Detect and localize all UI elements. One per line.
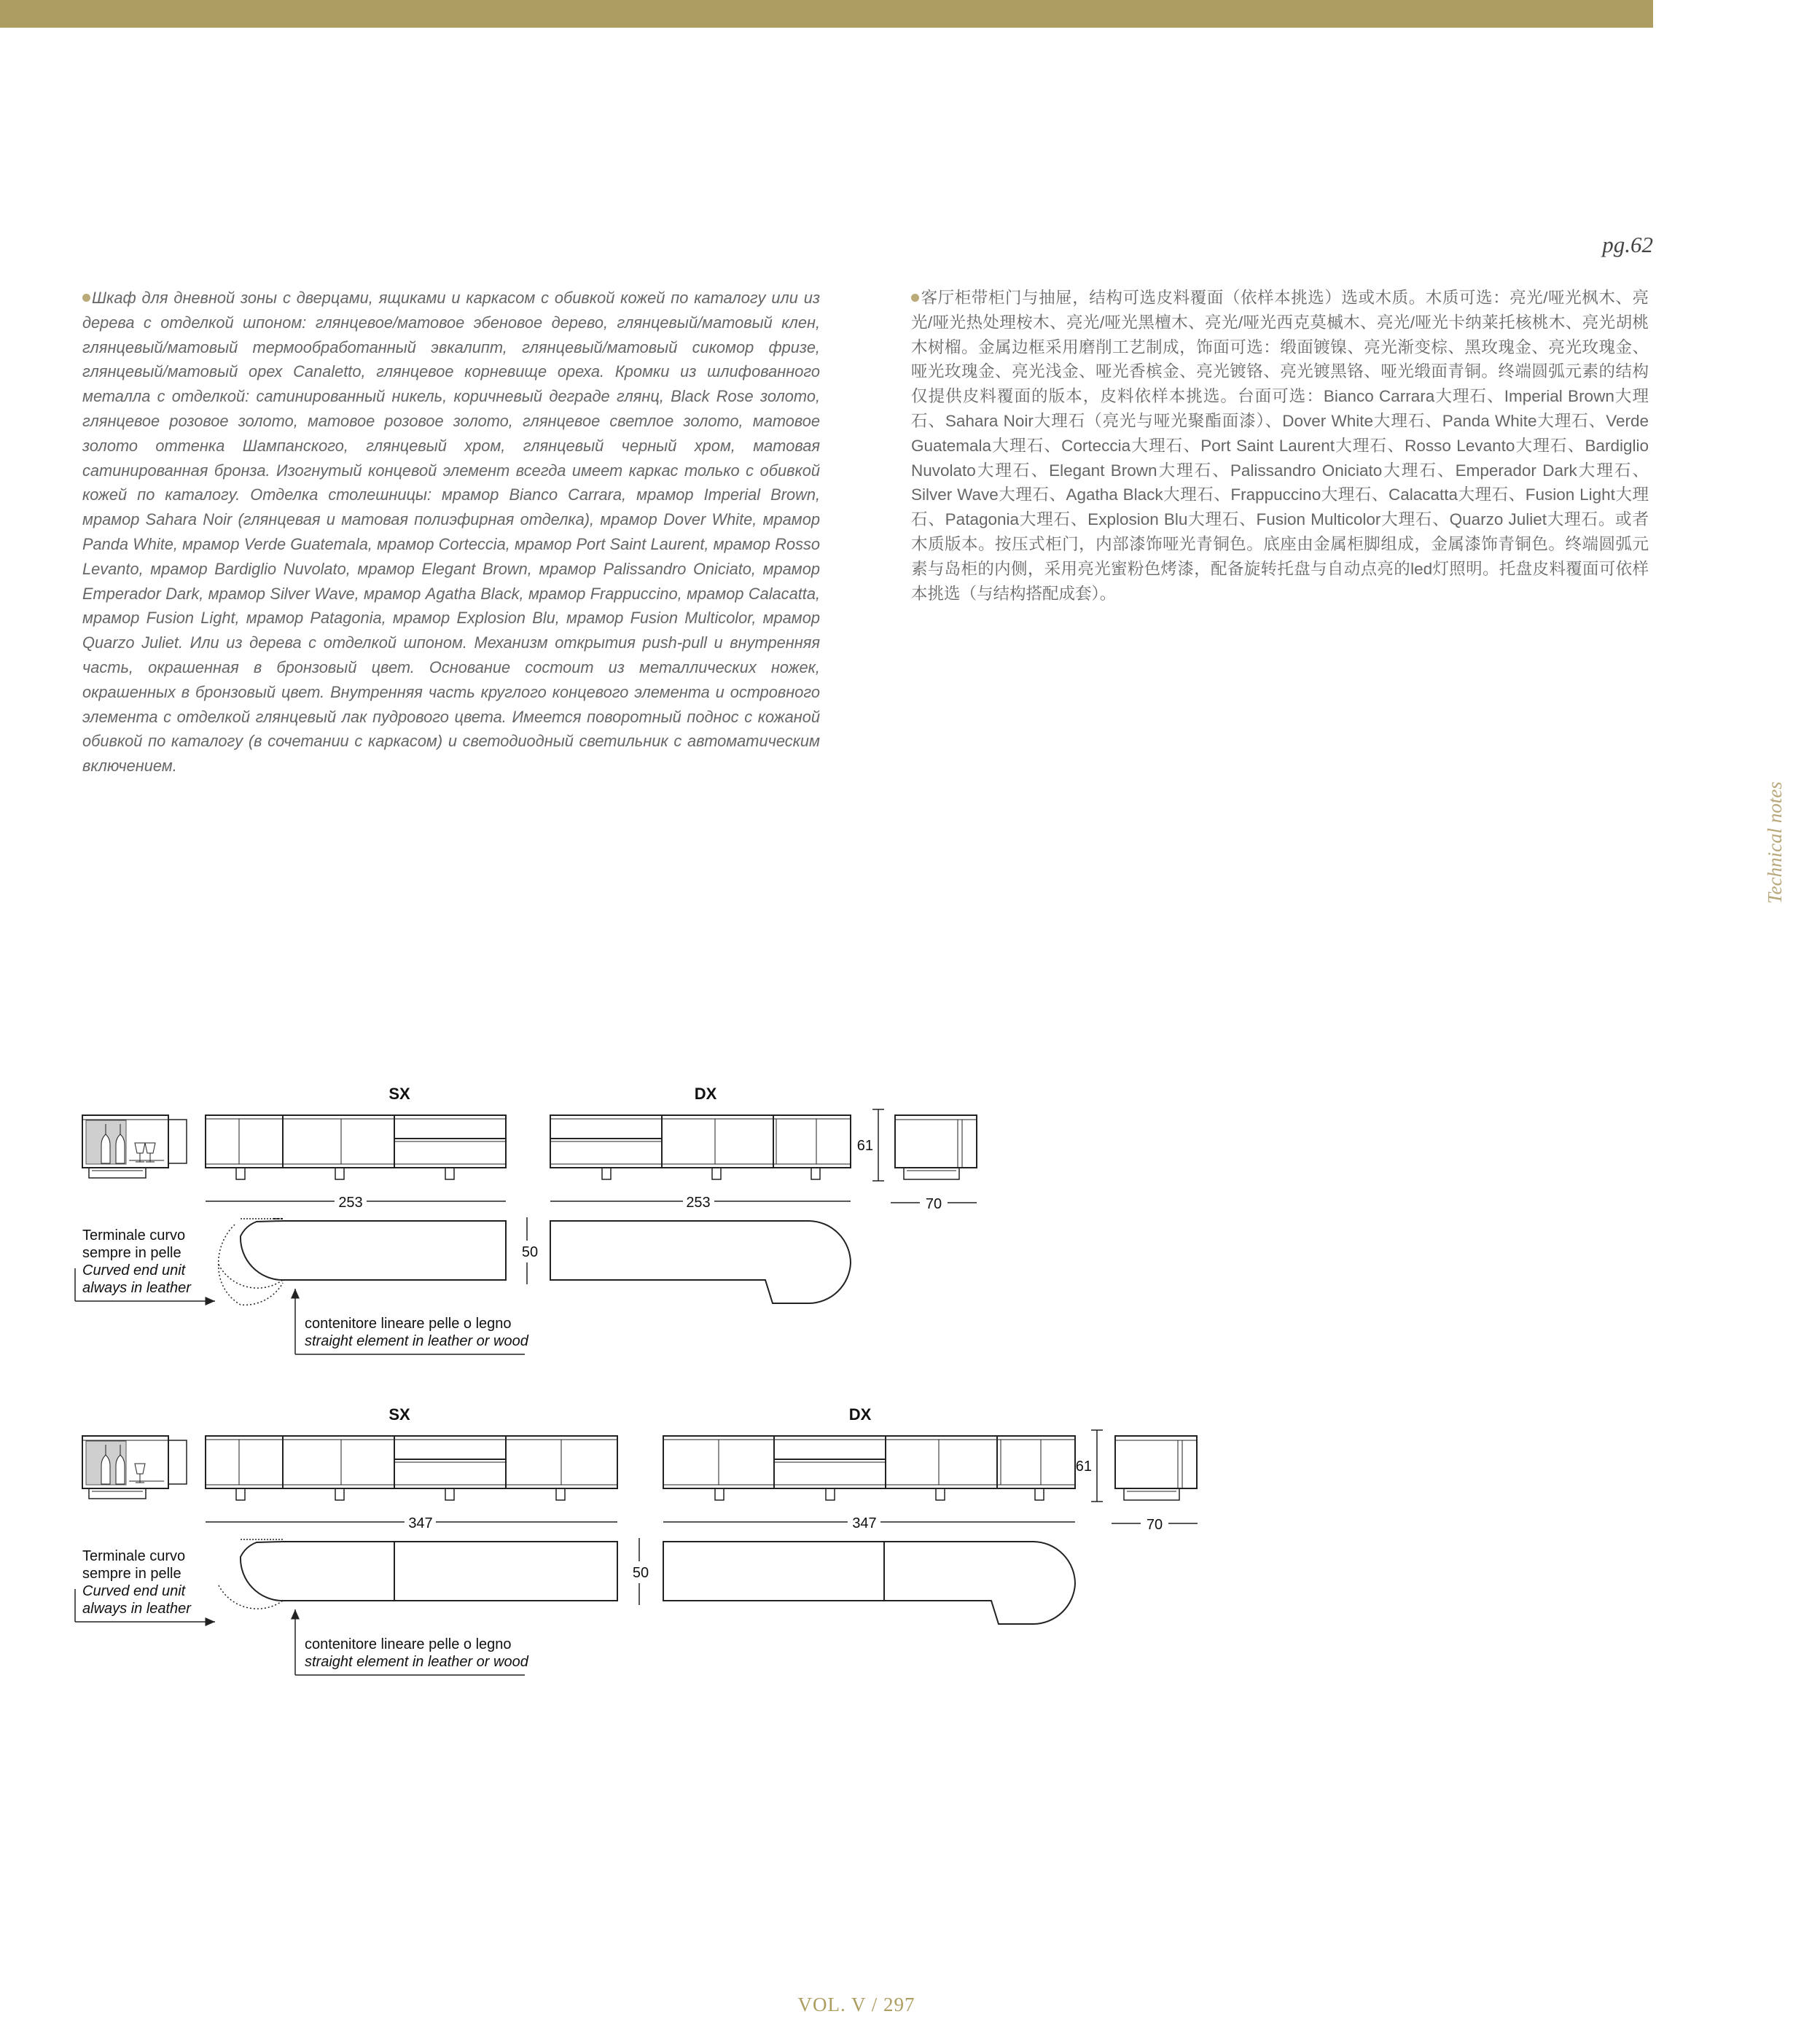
side-view-left	[82, 1115, 187, 1178]
front-view-dx	[550, 1115, 851, 1179]
callout-straight-en: straight element in leather or wood	[305, 1654, 528, 1670]
plan-view-dx	[550, 1221, 851, 1303]
callout-curved-it-2: sempre in pelle	[82, 1245, 181, 1261]
text-zh: 客厅柜带柜门与抽屉，结构可选皮料覆面（依样本挑选）选或木质。木质可选：亮光/哑光枫木、亮光/哑光热处理桉木、亮光/哑光黑檀木、亮光/哑光西克莫槭木、亮光/哑光卡纳莱托核桃木、亮光胡桃木树榴。金属边框采用磨削工艺制成，饰面可选：缎面镀镍、亮光渐变棕、黑玫瑰金、亮光玫瑰金、哑光玫瑰金、亮光浅金、哑光香槟金、亮光镀铬、亮光镀黑铬、哑光缎面青铜。终端圆弧元素的结构仅提供皮料覆面的版本，皮料依样本挑选。台面可选：Bianco Carrara大理石、Imperial Brown大理石、Sahara Noir大理石（亮光与哑光聚酯面漆）、Dover White大理石、Panda White大理石、Verde Guatemala大理石、Corteccia大理石、Port Saint Laurent大理石、Rosso Levanto大理石、Bardiglio Nuvolato大理石、Elegant Brown大理石、Palissandro Oniciato大理石、Emperador Dark大理石、Silver Wave大理石、Agatha Black大理石、Frappuccino大理石、Calacatta大理石、Fusion Light大理石、Patagonia大理石、Explosion Blu大理石、Fusion Multicolor大理石、Quarzo Juliet大理石。或者木质版本。按压式柜门，内部漆饰哑光青铜色。底座由金属柜脚组成，金属漆饰青铜色。终端圆弧元素与岛柜的内侧，采用亮光蜜粉色烤漆，配备旋转托盘与自动点亮的led灯照明。托盘皮料覆面可依样本挑选（与结构搭配成套）。	[911, 289, 1649, 603]
labels-253	[82, 1085, 942, 1349]
callout-straight-it: contenitore lineare pelle o legno	[305, 1636, 512, 1652]
side-view-right	[895, 1115, 977, 1179]
side-view-left-2	[82, 1436, 187, 1499]
label-sx: SX	[388, 1085, 410, 1103]
bullet-icon	[911, 294, 919, 302]
plan-view-dx-2	[663, 1542, 1075, 1624]
callout-straight-en: straight element in leather or wood	[305, 1333, 528, 1349]
diagram-253	[75, 1109, 977, 1354]
label-dx: DX	[848, 1405, 872, 1424]
text-ru: Шкаф для дневной зоны с дверцами, ящиками и каркасом с обивкой кожей по каталогу или из дерева с отделкой шпоном: глянцевое/матовое эбеновое дерево, глянцевый/матовый клен, глянцевый/матовый термообработанный эвкалипт, глянцевый/матовый сикомор фризе, глянцевый/матовый орех Canaletto, глянцевое корневище ореха. Кромки из шлифованного металла с отделкой: сатинированный никель, коричневый деграде глянц, Black Rose золото, глянцевое розовое золото, матовое розовое золото, глянцевое светлое золото, матовое золото оттенка Шампанского, глянцевый хром, глянцевый черный хром, матовая сатинированная бронза. Изогнутый концевой элемент всегда имеет каркас только с обивкой кожей по каталогу. Отделка столешницы: мрамор Bianco Carrara, мрамор Imperial Brown, мрамор Sahara Noir (глянцевая и матовая полиэфирная отделка), мрамор Dover White, мрамор Panda White, мрамор Verde Guatemala, мрамор Corteccia, мрамор Port Saint Laurent, мрамор Rosso Levanto, мрамор Bardiglio Nuvolato, мрамор Elegant Brown, мрамор Palissandro Oniciato, мрамор Emperador Dark, мрамор Silver Wave, мрамор Agatha Black, мрамор Frappuccino, мрамор Calacatta, мрамор Fusion Light, мрамор Patagonia, мрамор Explosion Blu, мрамор Fusion Multicolor, мрамор Quarzo Juliet. Или из дерева с отделкой шпоном. Механизм открытия push-pull и внутренняя часть, окрашенная в бронзовый цвет. Основание состоит из металлических ножек, окрашенных в бронзовый цвет. Внутренняя часть круглого концевого элемента и островного элемента с отделкой глянцевый лак пудрового цвета. Имеется поворотный поднос с кожаной обивкой по каталогу (в сочетании с каркасом) и светодиодный светильник с автоматическим включением.	[82, 289, 820, 776]
side-label: Technical notes	[1764, 781, 1786, 904]
front-view-dx-2	[663, 1436, 1075, 1500]
callout-straight-it: contenitore lineare pelle o legno	[305, 1316, 512, 1332]
description-russian	[82, 286, 820, 778]
dim-width-dx: 253	[686, 1195, 711, 1211]
drawings-svg	[0, 1057, 1239, 1698]
callout-curved-it-1: Terminale curvo	[82, 1548, 186, 1564]
page-reference: pg.62	[1602, 232, 1653, 257]
side-view-right-2	[1115, 1436, 1197, 1500]
dim-width-dx: 347	[852, 1515, 877, 1531]
dim-depth: 70	[1146, 1517, 1163, 1533]
dim-width-sx: 347	[408, 1515, 433, 1531]
diagram-347	[75, 1430, 1198, 1675]
label-dx: DX	[694, 1085, 717, 1103]
technical-drawings	[0, 1057, 1239, 1702]
callout-curved-it-2: sempre in pelle	[82, 1566, 181, 1582]
plan-view-sx-2	[219, 1539, 617, 1609]
dim-height: 61	[1075, 1459, 1092, 1475]
callout-curved-en-2: always in leather	[82, 1280, 191, 1296]
dim-depth-plan: 50	[521, 1244, 539, 1260]
callout-curved-en-1: Curved end unit	[82, 1262, 186, 1278]
dim-height: 61	[856, 1138, 873, 1154]
plan-view-sx	[219, 1219, 506, 1305]
label-sx: SX	[388, 1405, 410, 1424]
description-chinese	[911, 286, 1649, 606]
dim-width-sx: 253	[338, 1195, 363, 1211]
bullet-icon	[82, 294, 90, 302]
footer-volume: VOL. V / 297	[797, 1994, 915, 2015]
front-view-sx-2	[206, 1436, 617, 1500]
dim-depth-plan: 50	[632, 1565, 649, 1581]
top-accent-bar	[0, 0, 1653, 28]
front-view-sx	[206, 1115, 506, 1179]
callout-curved-it-1: Terminale curvo	[82, 1227, 186, 1244]
callout-curved-en-1: Curved end unit	[82, 1583, 186, 1599]
dim-depth: 70	[925, 1196, 942, 1212]
callout-curved-en-2: always in leather	[82, 1601, 191, 1617]
